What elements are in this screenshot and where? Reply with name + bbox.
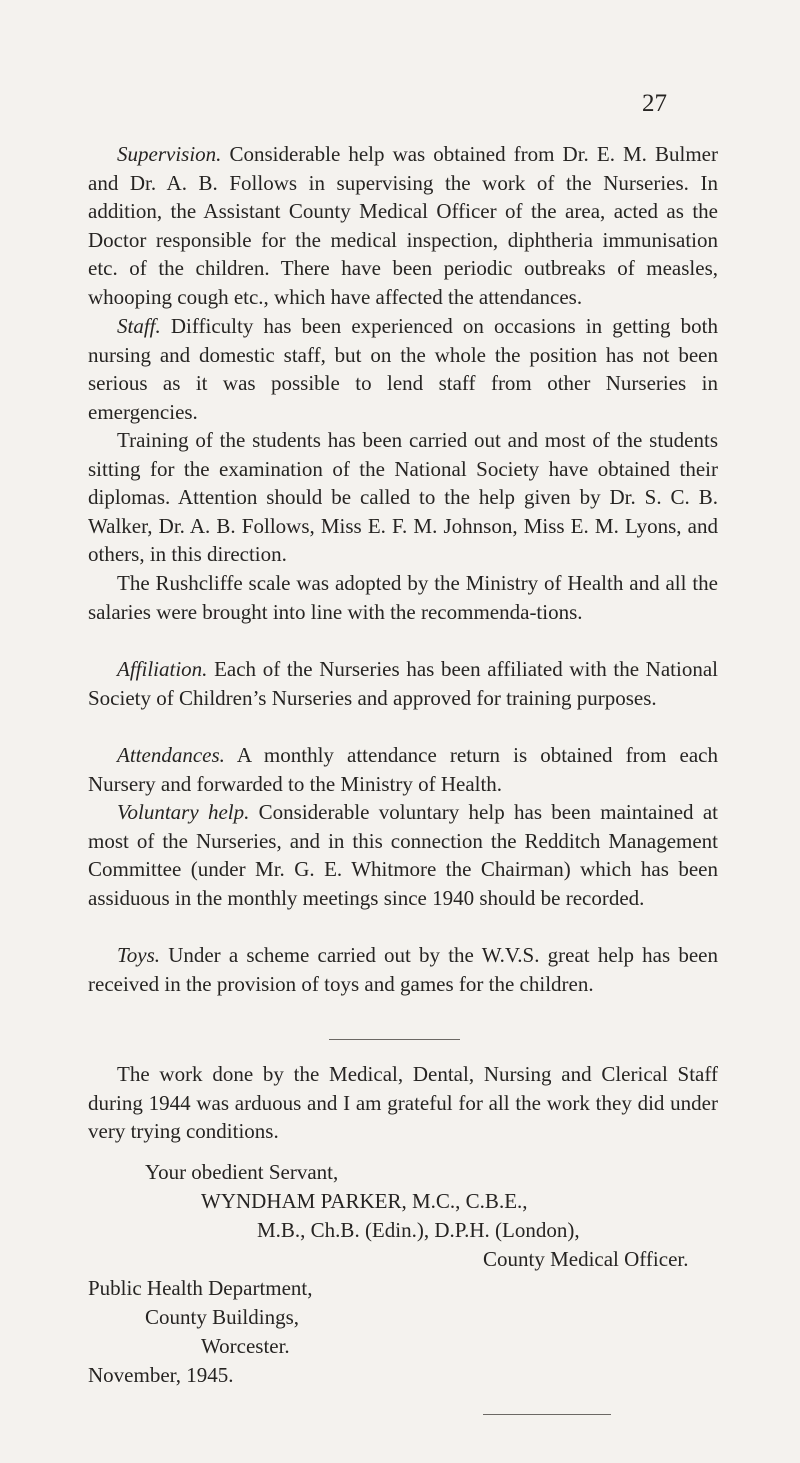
signature-name: WYNDHAM PARKER, M.C., C.B.E., <box>201 1189 528 1213</box>
paragraph-text: The work done by the Medical, Dental, Nursing and Clerical Staff during 1944 was arduous and I am grateful for all the work they did under very trying conditions. <box>88 1062 718 1144</box>
paragraph-training <box>88 426 718 569</box>
paragraph-text: Considerable help was obtained from Dr. E. M. Bulmer and Dr. A. B. Follows in supervising the work of the Nurseries. In addition, the Assistant County Medical Officer of the area, acted as the Doctor responsible for the medical inspection, diphtheria immunisation etc. of the children. There have been periodic outbreaks of measles, whooping cough etc., which have affected the attendances. <box>88 142 718 309</box>
signature-degrees: M.B., Ch.B. (Edin.), D.P.H. (London), <box>257 1218 580 1242</box>
paragraph-attendances <box>88 741 718 798</box>
paragraph-closing-remarks <box>88 1060 718 1146</box>
heading-attendances: Attendances. <box>117 743 225 767</box>
page-number: 27 <box>642 90 667 117</box>
address-city: Worcester. <box>201 1334 290 1358</box>
footer-divider <box>483 1414 611 1415</box>
letter-date: November, 1945. <box>88 1363 234 1387</box>
heading-toys: Toys. <box>117 943 160 967</box>
signature-closing: Your obedient Servant, <box>145 1160 339 1184</box>
heading-voluntary-help: Voluntary help. <box>117 800 250 824</box>
paragraph-text: Considerable voluntary help has been maintained at most of the Nurseries, and in this connection the Redditch Management Committee (under Mr. G. E. Whitmore the Chairman) which has been assiduous in the monthly meetings since 1940 should be recorded. <box>88 800 718 910</box>
paragraph-text: A monthly attendance return is obtained from each Nursery and forwarded to the Ministry of Health. <box>88 743 718 796</box>
heading-staff: Staff. <box>117 314 161 338</box>
paragraph-text: Each of the Nurseries has been affiliated with the National Society of Children’s Nurseries and approved for training purposes. <box>88 657 718 710</box>
paragraph-toys <box>88 941 718 998</box>
paragraph-text: Difficulty has been experienced on occasions in getting both nursing and domestic staff, but on the whole the position has not been serious as it was possible to lend staff from other Nurseries in emergencies. <box>88 314 718 424</box>
paragraph-text: Training of the students has been carried out and most of the students sitting for the examination of the National Society have obtained their diplomas. Attention should be called to the help given by Dr. S. C. B. Walker, Dr. A. B. Follows, Miss E. F. M. Johnson, Miss E. M. Lyons, and others, in this direction. <box>88 428 718 567</box>
paragraph-affiliation <box>88 655 718 712</box>
paragraph-voluntary-help <box>88 798 718 912</box>
paragraph-supervision <box>88 140 718 312</box>
address-building: County Buildings, <box>145 1305 300 1329</box>
paragraph-text: Under a scheme carried out by the W.V.S. great help has been received in the provision of toys and games for the children. <box>88 943 718 996</box>
paragraph-text: The Rushcliffe scale was adopted by the Ministry of Health and all the salaries were brought into line with the recommenda-tions. <box>88 571 718 624</box>
heading-supervision: Supervision. <box>117 142 222 166</box>
address-department: Public Health Department, <box>88 1276 313 1300</box>
heading-affiliation: Affiliation. <box>117 657 208 681</box>
paragraph-staff <box>88 312 718 426</box>
section-divider <box>329 1039 460 1040</box>
signature-title: County Medical Officer. <box>483 1247 689 1271</box>
paragraph-rushcliffe <box>88 569 718 626</box>
